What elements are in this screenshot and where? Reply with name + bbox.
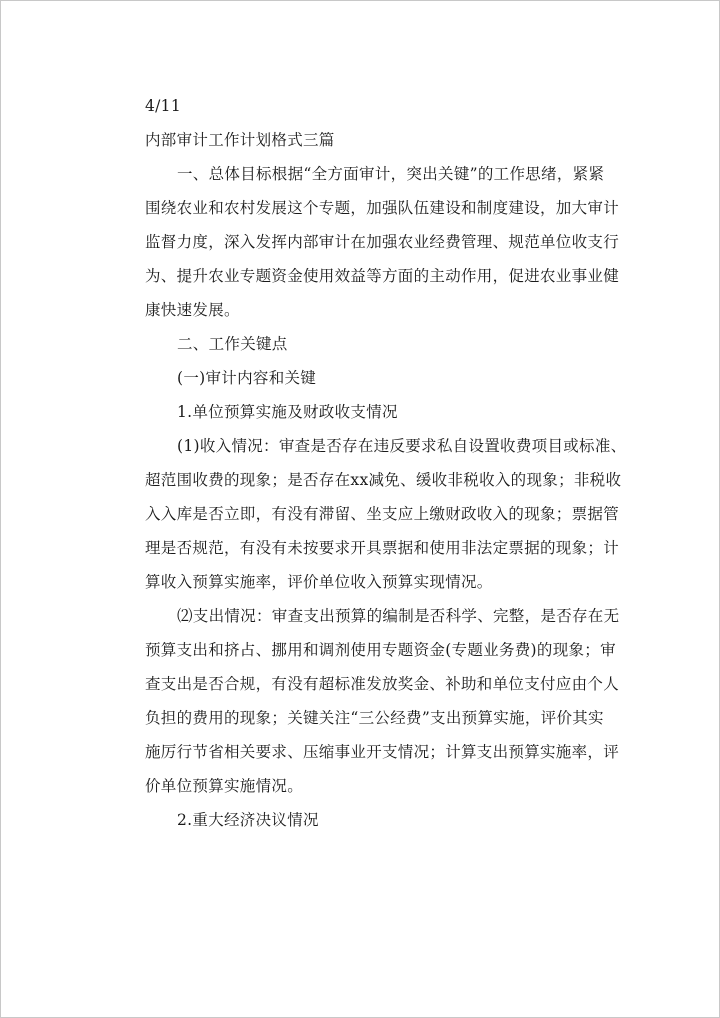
text-line: 超范围收费的现象；是否存在xx减免、缓收非税收入的现象；非税收 xyxy=(145,471,622,489)
item-budget-execution: 1.单位预算实施及财政收支情况 xyxy=(177,403,398,421)
text-line: ⑵支出情况：审查支出预算的编制是否科学、完整，是否存在无 xyxy=(177,607,620,625)
text-line: 监督力度，深入发挥内部审计在加强农业经费管理、规范单位收支行 xyxy=(145,233,620,251)
text-line: 理是否规范，有没有未按要求开具票据和使用非法定票据的现象；计 xyxy=(145,539,620,557)
text-line: 围绕农业和农村发展这个专题，加强队伍建设和制度建设，加大审计 xyxy=(145,199,620,217)
text-line: 算收入预算实施率，评价单位收入预算实现情况。 xyxy=(145,573,493,591)
document-title: 内部审计工作计划格式三篇 xyxy=(145,131,335,149)
text-line: 查支出是否合规，有没有超标准发放奖金、补助和单位支付应由个人 xyxy=(145,675,620,693)
text-line: 负担的费用的现象；关键关注“三公经费”支出预算实施，评价其实 xyxy=(145,709,604,727)
paragraph-expenditure xyxy=(145,599,620,803)
text-line: 价单位预算实施情况。 xyxy=(145,777,304,795)
text-line: 一、总体目标根据“全方面审计，突出关键”的工作思绪，紧紧 xyxy=(177,165,605,183)
heading-key-points: 二、工作关键点 xyxy=(177,335,288,353)
page-number: 4/11 xyxy=(145,97,182,115)
text-line: 预算支出和挤占、挪用和调剂使用专题资金(专题业务费)的现象；审 xyxy=(145,641,616,659)
subheading-audit-content: (一)审计内容和关键 xyxy=(177,369,317,387)
text-line: 康快速发展。 xyxy=(145,301,240,319)
text-line: (1)收入情况：审查是否存在违反要求私自设置收费项目或标准、 xyxy=(177,437,627,455)
document-body xyxy=(145,89,627,837)
text-line: 为、提升农业专题资金使用效益等方面的主动作用，促进农业事业健 xyxy=(145,267,620,285)
text-line: 施厉行节省相关要求、压缩事业开支情况；计算支出预算实施率，评 xyxy=(145,743,620,761)
paragraph-overall-goal xyxy=(145,157,620,327)
paragraph-income xyxy=(145,429,627,599)
text-line: 入入库是否立即，有没有滞留、坐支应上缴财政收入的现象；票据管 xyxy=(145,505,620,523)
item-major-decisions: 2.重大经济决议情况 xyxy=(177,811,319,829)
